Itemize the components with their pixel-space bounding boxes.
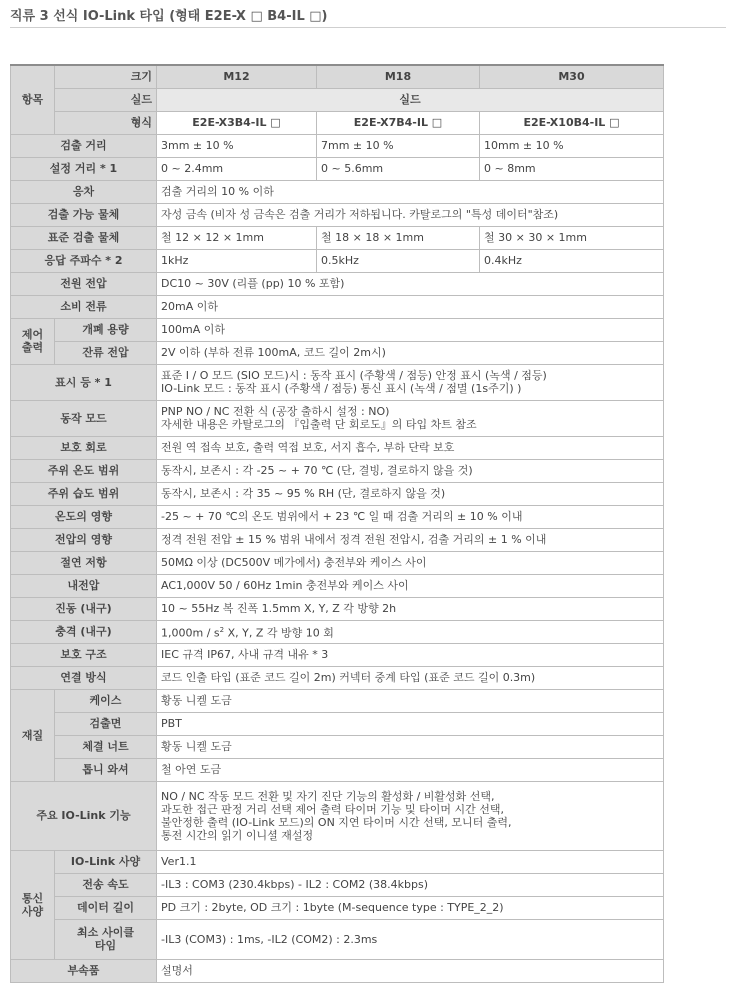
size-m18: M18	[317, 65, 480, 88]
connection-label: 연결 방식	[11, 666, 157, 689]
hysteresis-value: 검출 거리의 10 % 이하	[157, 180, 664, 203]
io-link-spec-value: Ver1.1	[157, 850, 664, 873]
switch-capacity-value: 100mA 이하	[157, 318, 664, 341]
operation-mode-value	[157, 400, 664, 436]
accessories-value: 설명서	[157, 959, 664, 982]
insulation-label: 절연 저항	[11, 551, 157, 574]
header-shield-label: 실드	[55, 88, 157, 111]
ambient-temp-value: 동작시, 보존시 : 각 -25 ~ + 70 ℃ (단, 결빙, 결로하지 않을 것)	[157, 459, 664, 482]
std-object-m30: 철 30 × 30 × 1mm	[480, 226, 664, 249]
temp-influence-value: -25 ~ + 70 ℃의 온도 범위에서 + 23 ℃ 일 때 검출 거리의 ± 10 % 이내	[157, 505, 664, 528]
shield-value: 실드	[157, 88, 664, 111]
data-length-value: PD 크기 : 2byte, OD 크기 : 1byte (M-sequence type : TYPE_2_2)	[157, 896, 664, 919]
material-nut-label: 체결 너트	[55, 735, 157, 758]
min-cycle-label-line2: 타임	[94, 939, 117, 952]
operation-mode-line2: 자세한 내용은 카탈로그의 『입출력 단 회로도』의 타입 차트 참조	[161, 418, 477, 431]
io-link-functions-line1: NO / NC 작동 모드 전환 및 자기 진단 기능의 활성화 / 비활성화 선택,	[161, 789, 495, 803]
supply-voltage-value: DC10 ~ 30V (리플 (pp) 10 % 포함)	[157, 272, 664, 295]
page-title: 직류 3 선식 IO-Link 타입 (형태 E2E-X □ B4-IL □)	[10, 9, 328, 24]
header-model-label: 형식	[55, 111, 157, 134]
communication-label	[11, 850, 55, 959]
voltage-influence-label: 전압의 영향	[11, 528, 157, 551]
switch-capacity-label: 개폐 용량	[55, 318, 157, 341]
supply-voltage-label: 전원 전압	[11, 272, 157, 295]
title-divider	[10, 27, 726, 28]
ambient-temp-label: 주위 온도 범위	[11, 459, 157, 482]
temp-influence-label: 온도의 영향	[11, 505, 157, 528]
io-link-functions-value	[157, 781, 664, 850]
header-item: 항목	[11, 65, 55, 134]
shock-label: 충격 (내구)	[11, 620, 157, 643]
detectable-label: 검출 가능 물체	[11, 203, 157, 226]
shock-value-after: X, Y, Z 각 방향 10 회	[224, 626, 334, 640]
control-output-label-line2: 출력	[21, 341, 44, 354]
response-freq-m12: 1kHz	[157, 249, 317, 272]
response-freq-m30: 0.4kHz	[480, 249, 664, 272]
model-m30: E2E-X10B4-IL □	[480, 111, 664, 134]
residual-voltage-label: 잔류 전압	[55, 341, 157, 364]
spec-table	[10, 64, 664, 983]
protection-structure-label: 보호 구조	[11, 643, 157, 666]
accessories-label: 부속품	[11, 959, 157, 982]
io-link-spec-label: IO-Link 사양	[55, 850, 157, 873]
io-link-functions-line3: 불안정한 출력 (IO-Link 모드)의 ON 지연 타이머 시간 선택, 모니터 출력,	[161, 815, 512, 829]
response-freq-label: 응답 주파수 * 2	[11, 249, 157, 272]
material-face-label: 검출면	[55, 712, 157, 735]
response-freq-m18: 0.5kHz	[317, 249, 480, 272]
std-object-m18: 철 18 × 18 × 1mm	[317, 226, 480, 249]
material-nut-value: 황동 니켈 도금	[157, 735, 664, 758]
material-face-value: PBT	[157, 712, 664, 735]
io-link-functions-line2: 과도한 접근 판정 거리 선택 제어 출력 타이머 기능 및 타이머 시간 선택,	[161, 802, 504, 816]
material-washer-label: 톱니 와셔	[55, 758, 157, 781]
size-m12: M12	[157, 65, 317, 88]
header-size-label: 크기	[55, 65, 157, 88]
data-length-label: 데이터 길이	[55, 896, 157, 919]
current-value: 20mA 이하	[157, 295, 664, 318]
voltage-influence-value: 정격 전원 전압 ± 15 % 범위 내에서 정격 전원 전압시, 검출 거리의 ± 1 % 이내	[157, 528, 664, 551]
material-case-label: 케이스	[55, 689, 157, 712]
std-object-m12: 철 12 × 12 × 1mm	[157, 226, 317, 249]
operation-mode-line1: PNP NO / NC 전환 식 (공장 출하시 설정 : NO)	[161, 405, 390, 418]
min-cycle-value: -IL3 (COM3) : 1ms, -IL2 (COM2) : 2.3ms	[157, 919, 664, 959]
current-label: 소비 전류	[11, 295, 157, 318]
protection-circuit-label: 보호 회로	[11, 436, 157, 459]
indicator-line1: 표준 I / O 모드 (SIO 모드)시 : 동작 표시 (주황색 / 점등) 안정 표시 (녹색 / 점등)	[161, 369, 547, 382]
min-cycle-label	[55, 919, 157, 959]
min-cycle-label-line1: 최소 사이클	[77, 926, 134, 939]
io-link-functions-label: 주요 IO-Link 기능	[11, 781, 157, 850]
ambient-humidity-value: 동작시, 보존시 : 각 35 ~ 95 % RH (단, 결로하지 않을 것)	[157, 482, 664, 505]
model-m12: E2E-X3B4-IL □	[157, 111, 317, 134]
detect-dist-m30: 10mm ± 10 %	[480, 134, 664, 157]
model-m18: E2E-X7B4-IL □	[317, 111, 480, 134]
shock-value	[157, 620, 664, 643]
material-label: 재질	[11, 689, 55, 781]
detect-dist-m18: 7mm ± 10 %	[317, 134, 480, 157]
vibration-value: 10 ~ 55Hz 복 진폭 1.5mm X, Y, Z 각 방향 2h	[157, 597, 664, 620]
shock-value-sup: 2	[219, 625, 225, 634]
connection-value: 코드 인출 타입 (표준 코드 길이 2m) 커넥터 중계 타입 (표준 코드 길이 0.3m)	[157, 666, 664, 689]
material-case-value: 황동 니켈 도금	[157, 689, 664, 712]
withstand-voltage-value: AC1,000V 50 / 60Hz 1min 충전부와 케이스 사이	[157, 574, 664, 597]
insulation-value: 50MΩ 이상 (DC500V 메가에서) 충전부와 케이스 사이	[157, 551, 664, 574]
io-link-functions-line4: 통전 시간의 읽기 이니셜 재설정	[161, 828, 314, 842]
indicator-line2: IO-Link 모드 : 동작 표시 (주황색 / 점등) 통신 표시 (녹색 / 점멸 (1s주기) )	[161, 382, 522, 395]
residual-voltage-value: 2V 이하 (부하 전류 100mA, 코드 길이 2m시)	[157, 341, 664, 364]
withstand-voltage-label: 내전압	[11, 574, 157, 597]
indicator-label: 표시 등 * 1	[11, 364, 157, 400]
detectable-value: 자성 금속 (비자 성 금속은 검출 거리가 저하됩니다. 카탈로그의 "특성 데이터"참조)	[157, 203, 664, 226]
set-dist-m18: 0 ~ 5.6mm	[317, 157, 480, 180]
protection-circuit-value: 전원 역 접속 보호, 출력 역접 보호, 서지 흡수, 부하 단락 보호	[157, 436, 664, 459]
protection-structure-value: IEC 규격 IP67, 사내 규격 내유 * 3	[157, 643, 664, 666]
set-dist-m30: 0 ~ 8mm	[480, 157, 664, 180]
communication-label-line2: 사양	[21, 904, 44, 918]
material-washer-value: 철 아연 도금	[157, 758, 664, 781]
control-output-label-line1: 제어	[21, 328, 44, 341]
communication-label-line1: 통신	[21, 891, 44, 905]
indicator-value	[157, 364, 664, 400]
operation-mode-label: 동작 모드	[11, 400, 157, 436]
set-dist-label: 설정 거리 * 1	[11, 157, 157, 180]
hysteresis-label: 응차	[11, 180, 157, 203]
detect-dist-label: 검출 거리	[11, 134, 157, 157]
transfer-speed-value: -IL3 : COM3 (230.4kbps) - IL2 : COM2 (38.4kbps)	[157, 873, 664, 896]
control-output-label	[11, 318, 55, 364]
size-m30: M30	[480, 65, 664, 88]
ambient-humidity-label: 주위 습도 범위	[11, 482, 157, 505]
detect-dist-m12: 3mm ± 10 %	[157, 134, 317, 157]
transfer-speed-label: 전송 속도	[55, 873, 157, 896]
shock-value-before: 1,000m / s	[161, 626, 220, 640]
std-object-label: 표준 검출 물체	[11, 226, 157, 249]
vibration-label: 진동 (내구)	[11, 597, 157, 620]
set-dist-m12: 0 ~ 2.4mm	[157, 157, 317, 180]
